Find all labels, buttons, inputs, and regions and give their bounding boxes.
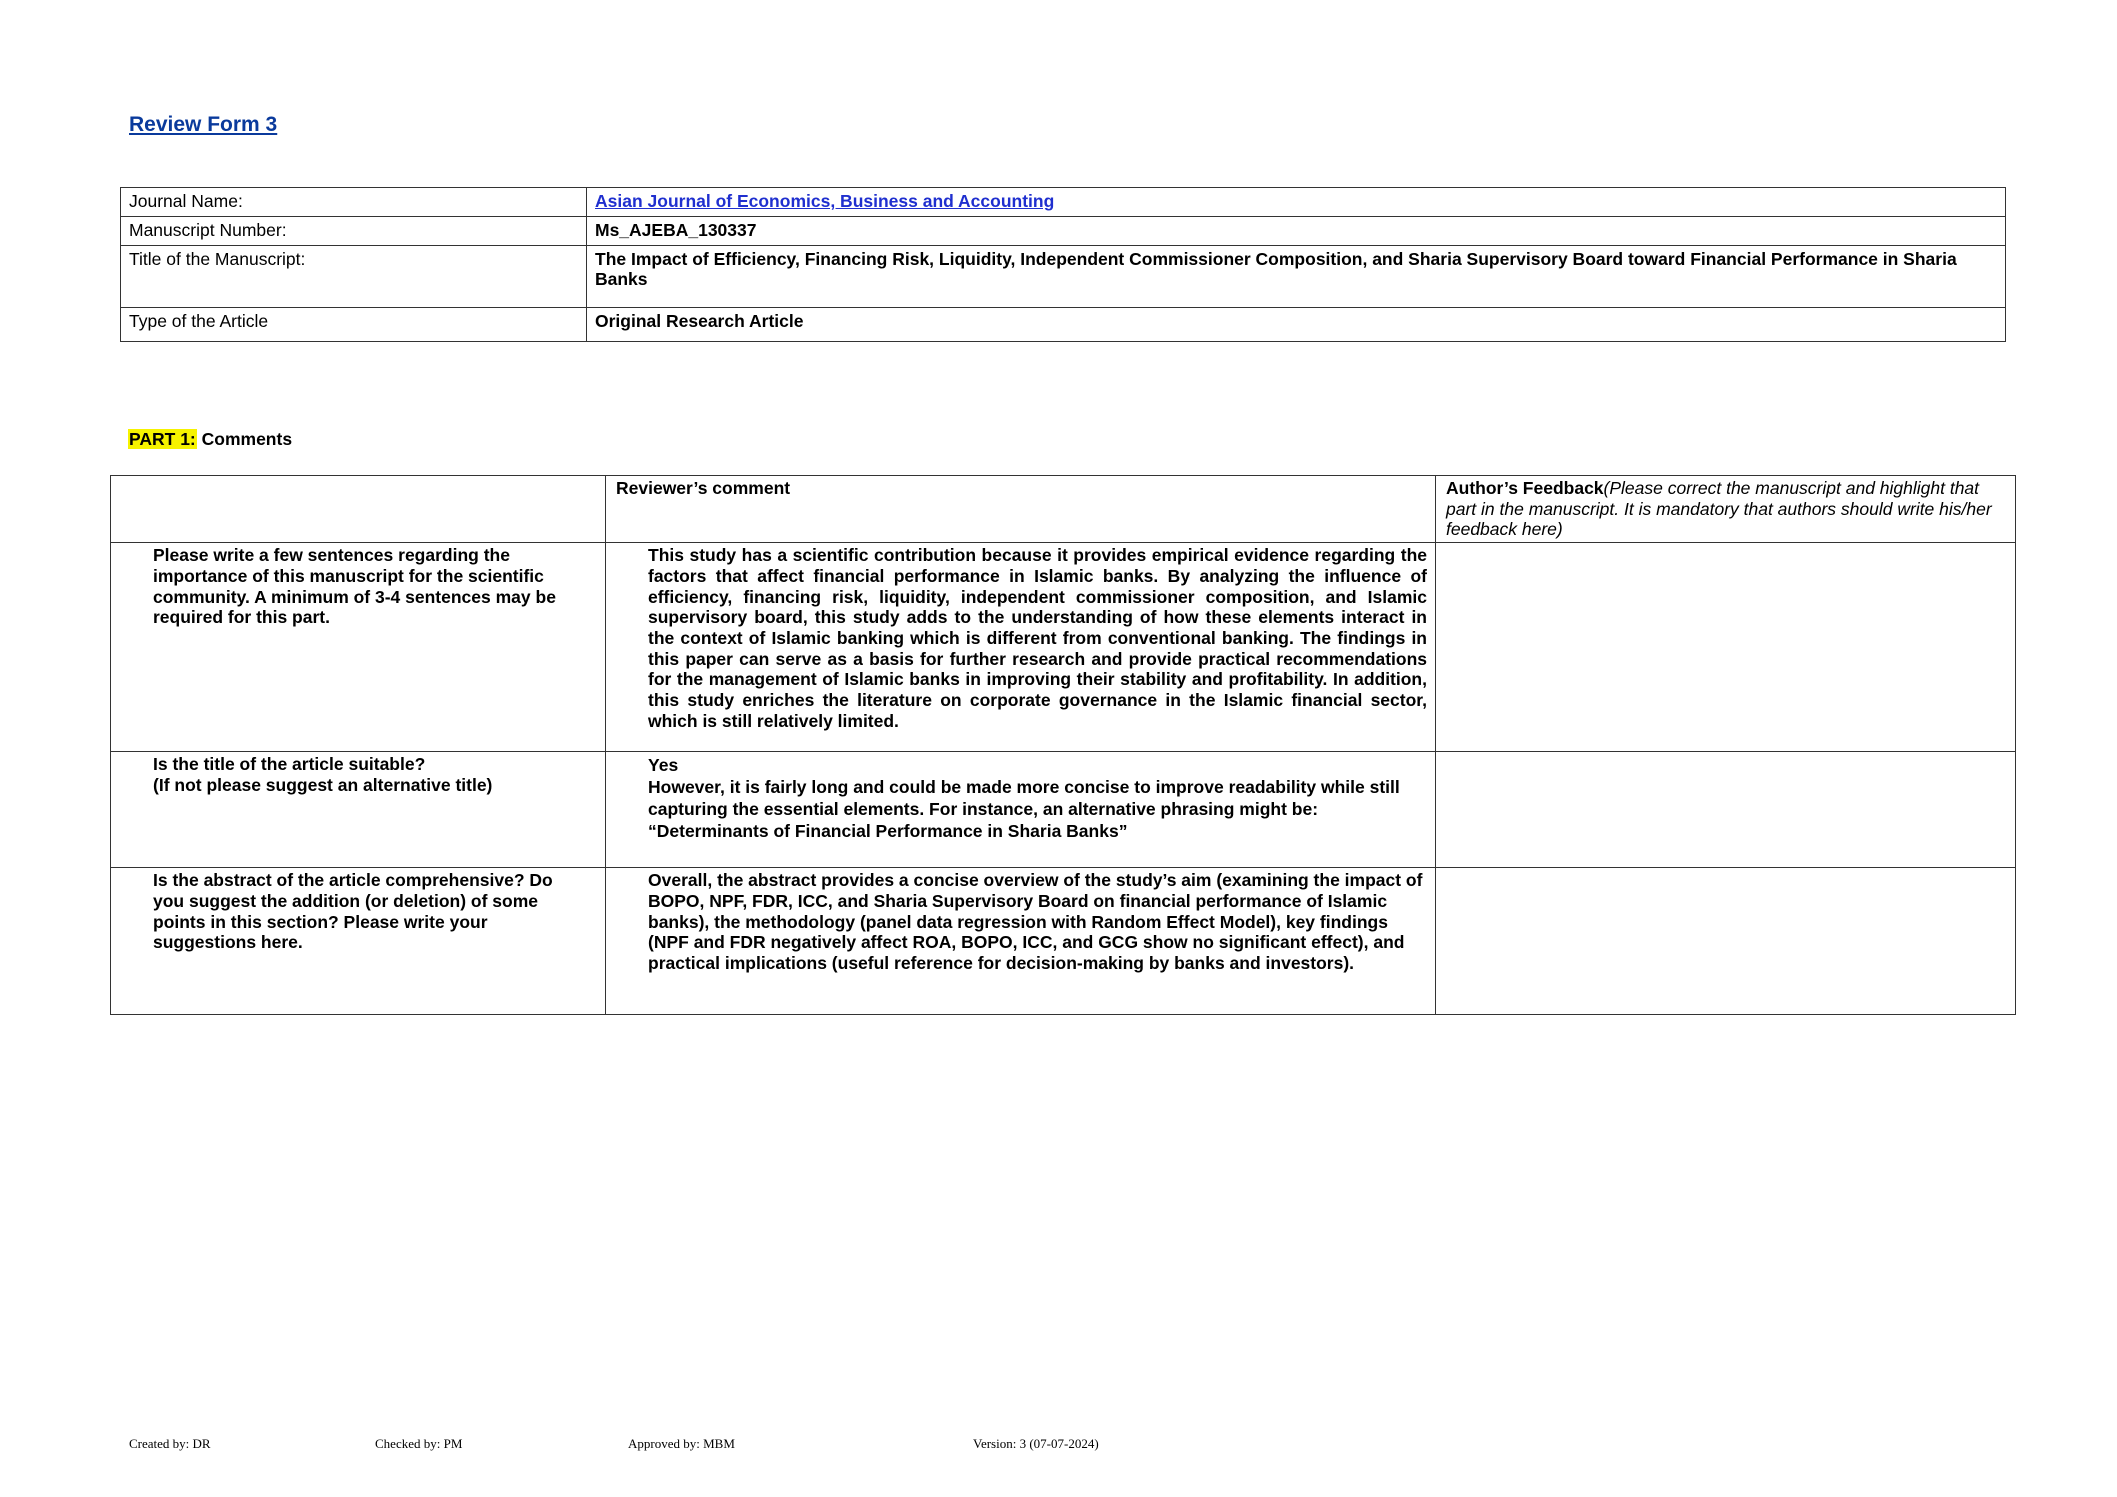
reviewer-comment-title [606, 752, 1436, 868]
comment-row-importance [111, 543, 2016, 752]
footer-created: Created by: DR [129, 1436, 211, 1451]
manuscript-info-table [120, 187, 2006, 342]
comment-row-title [111, 752, 2016, 868]
manuscript-number-value: Ms_AJEBA_130337 [587, 217, 2006, 246]
author-feedback-instructions: (Please correct the manuscript and highlight that part in the manuscript. It is mandatory that authors should write his/her feedback here) [1446, 478, 1992, 540]
question-title-line1: Is the title of the article suitable? [153, 754, 426, 775]
comment-title-line3: “Determinants of Financial Performance in Sharia Banks” [648, 821, 1128, 842]
title-value: The Impact of Efficiency, Financing Risk, Liquidity, Independent Commissioner Composition, and Sharia Supervisory Board toward Financial Performance in Sharia Banks [587, 246, 2006, 308]
reviewer-comment-importance: This study has a scientific contribution because it provides empirical evidence regarding the factors that affect financial performance in Islamic banks. By analyzing the influence of efficiency, financing risk, liquidity, independent commissioner composition, and Islamic supervisory board, this study adds to the understanding of how these elements interact in the context of Islamic banking which is different from conventional banking. The findings in this paper can serve as a basis for further research and provide practical recommendations for the management of Islamic banks in improving their stability and profitability. In addition, this study enriches the literature on corporate governance in the Islamic financial sector, which is still relatively limited. [606, 543, 1436, 752]
journal-label: Journal Name: [121, 188, 587, 217]
header-empty-cell [111, 476, 606, 543]
comments-table [110, 475, 2016, 1015]
comments-header-row [111, 476, 2016, 543]
part1-highlight: PART 1: [129, 429, 196, 449]
footer-approved: Approved by: MBM [628, 1436, 735, 1451]
author-feedback-importance[interactable] [1436, 543, 2016, 752]
part1-heading [128, 429, 292, 450]
manuscript-number-row [121, 217, 2006, 246]
journal-link[interactable]: Asian Journal of Economics, Business and Accounting [595, 191, 1055, 211]
footer-checked: Checked by: PM [375, 1436, 463, 1451]
journal-row [121, 188, 2006, 217]
article-type-label: Type of the Article [121, 308, 587, 342]
title-label: Title of the Manuscript: [121, 246, 587, 308]
manuscript-number-label: Manuscript Number: [121, 217, 587, 246]
part1-label: Comments [196, 429, 293, 449]
comment-row-abstract [111, 868, 2016, 1015]
question-abstract: Is the abstract of the article comprehensive? Do you suggest the addition (or deletion) of some points in this section? Please write your suggestions here. [111, 868, 606, 1015]
journal-value [587, 188, 2006, 217]
question-title-line2: (If not please suggest an alternative title) [153, 774, 493, 795]
question-importance: Please write a few sentences regarding the importance of this manuscript for the scientific community. A minimum of 3-4 sentences may be required for this part. [111, 543, 606, 752]
article-type-value: Original Research Article [587, 308, 2006, 342]
reviewer-comment-header: Reviewer’s comment [606, 476, 1436, 543]
comment-title-line1: Yes [648, 755, 679, 776]
author-feedback-title-cell[interactable] [1436, 752, 2016, 868]
author-feedback-header [1436, 476, 2016, 543]
title-row [121, 246, 2006, 308]
reviewer-comment-abstract: Overall, the abstract provides a concise overview of the study’s aim (examining the impact of BOPO, NPF, FDR, ICC, and Sharia Supervisory Board on financial performance of Islamic banks), the methodology (panel data regression with Random Effect Model), key findings (NPF and FDR negatively affect ROA, BOPO, ICC, and GCG show no significant effect), and practical implications (useful reference for decision-making by banks and investors). [606, 868, 1436, 1015]
author-feedback-abstract[interactable] [1436, 868, 2016, 1015]
footer-version: Version: 3 (07-07-2024) [973, 1436, 1099, 1451]
question-title [111, 752, 606, 868]
article-type-row [121, 308, 2006, 342]
author-feedback-title: Author’s Feedback [1446, 478, 1604, 498]
comment-title-line2: However, it is fairly long and could be made more concise to improve readability while still capturing the essential elements. For instance, an alternative phrasing might be: [648, 777, 1400, 820]
form-title[interactable]: Review Form 3 [129, 113, 278, 136]
